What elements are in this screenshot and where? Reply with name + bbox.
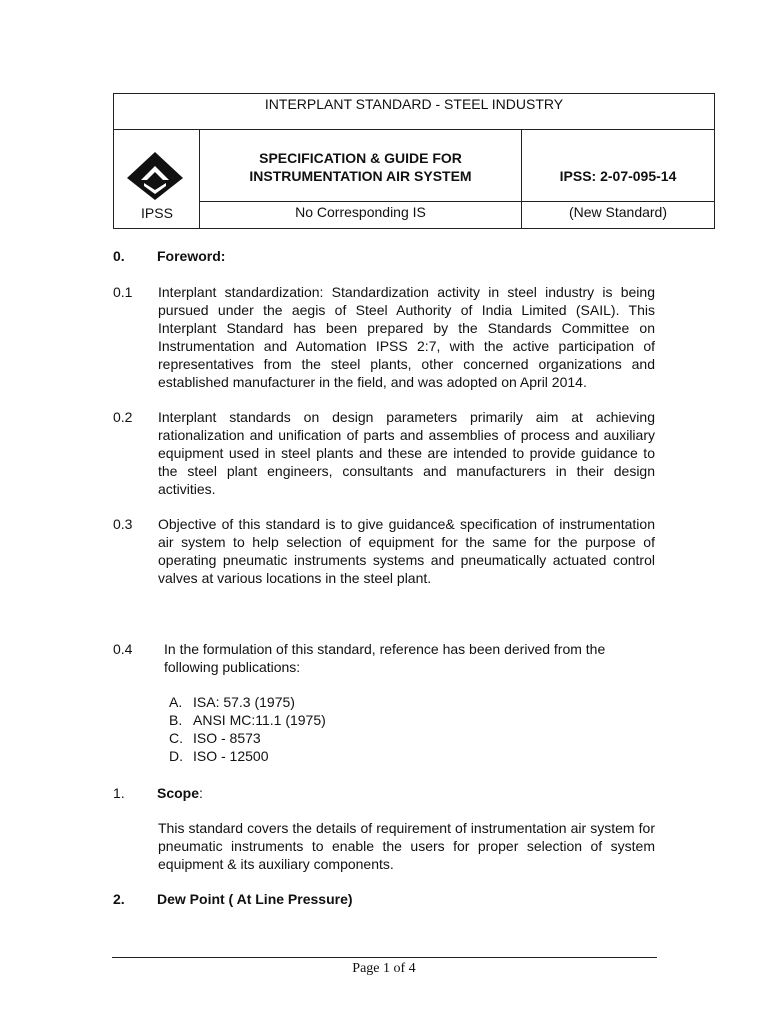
logo-label: IPSS [141,205,173,221]
logo-cell [114,130,200,228]
footer-divider [112,957,657,958]
spec-title-line1: SPECIFICATION & GUIDE FOR [259,150,462,166]
scope-heading-colon: : [199,785,203,801]
list-item: A. ISA: 57.3 (1975) [169,694,295,710]
clause-number: 0.2 [113,409,133,425]
clause-text: Objective of this standard is to give guidance& specification of instrumentation air system to help selection of equipment for the same for the purpose of operating pneumatic instruments systems and pneumatically actuated control valves at various locations in the steel plant. [158,516,655,586]
ipss-logo-icon [123,150,187,202]
spec-title-cell [200,130,522,202]
new-standard-label: (New Standard) [568,204,668,220]
foreword-heading: Foreword: [157,248,226,264]
clause-number: 0.4 [113,641,133,657]
scope-heading-text: Scope [157,785,200,801]
clause-text: Interplant standards on design parameters primarily aim at achieving rationalization and unification of parts and assemblies of process and auxiliary equipment used in steel plants and these are intended to provide guidance to the steel plant engineers, consultants and manufacturers in their design activities. [158,409,655,497]
header-table [113,93,715,229]
clause-number: 0.1 [113,284,133,300]
list-item: B. ANSI MC:11.1 (1975) [169,712,326,728]
scope-text: This standard covers the details of requirement of instrumentation air system for pneumatic instruments to enable the users for proper selection of system equipment & its auxiliary components. [158,820,655,872]
spec-title-line2: INSTRUMENTATION AIR SYSTEM [249,168,472,184]
clause-text: Interplant standardization: Standardization activity in steel industry is being pursued under the aegis of Steel Authority of India Limited (SAIL). This Interplant Standard has been prepared by the Standards Committee on Instrumentation and Automation IPSS 2:7, with the active participation of representatives from the steel plants, other concerned organizations and established manufacturer in the field, and was adopted on April 2014. [158,284,655,390]
scope-heading [157,784,203,802]
foreword-number: 0. [113,248,125,264]
clause-number: 0.3 [113,516,133,532]
standard-code: IPSS: 2-07-095-14 [522,130,714,202]
reference-list [169,693,326,765]
header-title: INTERPLANT STANDARD - STEEL INDUSTRY [114,94,714,130]
list-item: C. ISO - 8573 [169,730,261,746]
dew-point-number: 2. [113,891,125,907]
clause-text: In the formulation of this standard, reference has been derived from the following publications: [164,641,606,675]
page-number: Page 1 of 4 [352,961,416,976]
list-item: D. ISO - 12500 [169,748,269,764]
scope-number: 1. [113,785,125,801]
no-corresponding-is: No Corresponding IS [200,202,522,228]
dew-point-heading: Dew Point ( At Line Pressure) [157,891,353,907]
